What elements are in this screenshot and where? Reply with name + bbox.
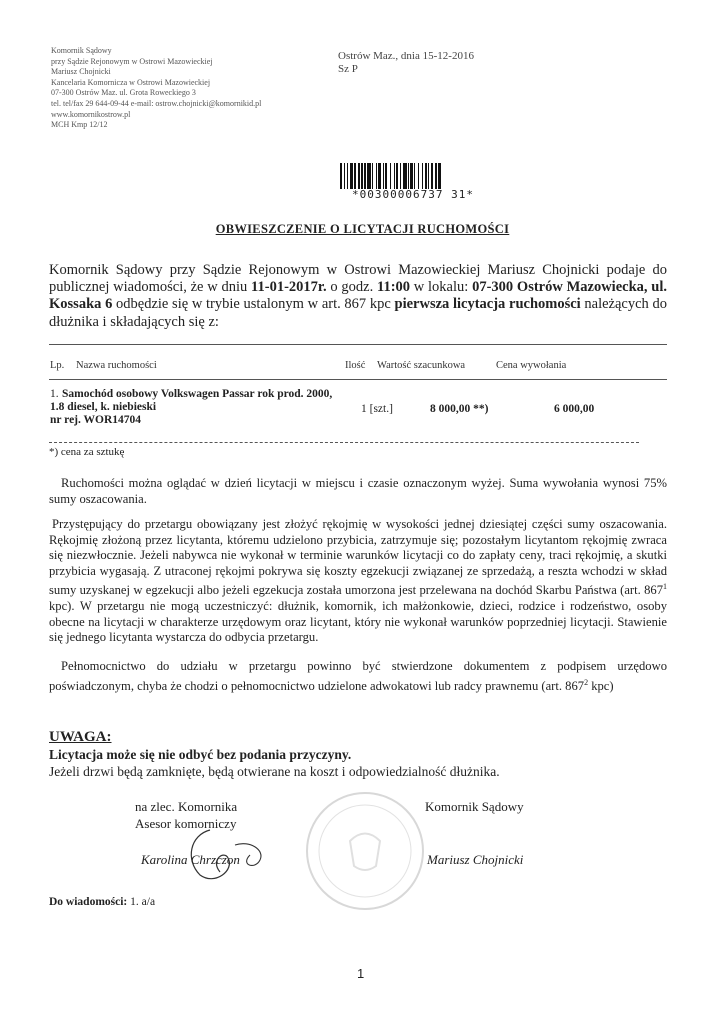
barcode-bar [441,163,442,189]
row-price: 6 000,00 [554,403,595,415]
note-bold-line: Licytacja może się nie odbyć bez podania przyczyny. [49,747,352,762]
deposit-text: kpc). W przetargu nie mogą uczestniczyć: dłużnik, komornik, ich małżonkowie, dzieci, rodzice i rodzeństwo, osoby obecne na licytacji w charakterze urzędowym oraz licytant, który nie wykonał warunków poprzedniej licytacji. Stawienie się jednego licytanta wystarcza do odbycia przetargu. [49,599,667,645]
case-signature: Sz P [338,63,358,75]
sender-line: tel. tel/fax 29 644-09-44 e-mail: ostrow.chojnicki@komornikid.pl [51,98,262,108]
footnote: *) cena za sztukę [49,446,125,458]
deposit-text: Przystępujący do przetargu obowiązany jest złożyć rękojmię w wysokości jednej dziesiątej części sumy oszacowania. Rękojmię złożoną przez licytanta, któremu udzielono przybicia, zatrzymuje się; pozostałym licytantom rękojmię zwraca się niezwłocznie. Jeżeli nabywca nie wykonał w terminie warunków licytacji co do zapłaty ceny, traci rękojmię, a skutki przybicia wygasają. Z utraconej rękojmi pokrywa się koszty egzekucji związanej ze sprzedażą, a reszta wchodzi w skład sumy uzyskanej w egzekucji albo jeżeli egzekucja została umorzona jest przelewana na dochód Skarbu Państwa (art. 867 [49,517,667,598]
col-price: Cena wywołania [496,360,567,371]
row-name-line: 1.8 diesel, k. niebieski [50,401,157,414]
sender-block [51,46,341,131]
sender-line: Mariusz Chojnicki [51,67,111,77]
left-sig-role: na zlec. Komornika [135,799,238,814]
col-name: Nazwa ruchomości [76,360,157,371]
barcode-text: *00300006737 31* [352,188,474,201]
intro-text: o godz. [326,279,377,296]
col-lp: Lp. [50,360,65,371]
intro-text: w lokalu: [410,279,473,296]
table-bottom-rule [49,442,639,443]
sender-line: Kancelaria Komornicza w Ostrowi Mazowieckiej [51,77,211,87]
left-sig-name: Karolina Chrzczon [141,852,240,867]
barcode-bars [340,163,486,189]
viewing-paragraph: Ruchomości można oglądać w dzień licytacji w miejscu i czasie oznaczonym wyżej. Suma wywołania wynosi 75% sumy oszacowania. [49,476,667,506]
document-title: OBWIESZCZENIE O LICYTACJI RUCHOMOŚCI [215,222,510,236]
sender-line: przy Sądzie Rejonowym w Ostrowi Mazowieckiej [51,56,213,66]
auction-date: 11-01-2017r. [251,279,327,296]
sender-line: 07-300 Ostrów Maz. ul. Grota Roweckiego 3 [51,88,196,98]
row-qty: 1 [szt.] [361,403,393,415]
auction-type: pierwsza licytacja ruchomości [394,296,581,313]
article-superscript: 2 [584,677,589,687]
sender-line: MCH Kmp 12/12 [51,120,108,130]
table-header-rule [49,379,667,380]
intro-text: należących do dłużnika i składających się z: [49,296,667,330]
date-block [338,50,538,76]
table-row [50,388,650,428]
row-name-line: Samochód osobowy Volkswagen Passar rok prod. 2000, [62,388,333,400]
auction-place: 07-300 Ostrów Mazowiecka, ul. Kossaka 6 [49,279,668,313]
sender-line: Komornik Sądowy [51,46,112,55]
table-top-rule [49,344,667,345]
left-sig-title: Asesor komorniczy [135,816,237,831]
intro-paragraph [49,262,667,331]
distribution-label: Do wiadomości: [49,896,128,908]
proxy-text: Pełnomocnictwo do udziału w przetargu powinno być stwierdzone dokumentem z podpisem urzędowo poświadczonym, chyba że chodzi o pełnomocnictwo udzielone adwokatowi lub radcy prawnemu (art. 867 [49,659,667,693]
intro-text: odbędzie się w trybie ustalonym w art. 867 kpc [112,296,395,313]
official-stamp [300,786,430,916]
article-superscript: 1 [663,582,667,592]
row-name [50,388,380,428]
distribution-value: 1. a/a [130,896,156,908]
distribution-note [49,896,155,908]
right-sig-name: Mariusz Chojnicki [427,852,524,867]
sender-line: www.komornikostrow.pl [51,109,131,119]
barcode [340,163,486,201]
row-name-line: nr rej. WOR14704 [50,414,142,427]
col-value: Wartość szacunkowa [377,360,466,371]
place-date: Ostrów Maz., dnia 15-12-2016 [338,50,474,62]
col-qty: Ilość [345,360,366,371]
proxy-paragraph [49,659,667,694]
proxy-text: kpc) [588,678,614,693]
intro-text: Komornik Sądowy przy Sądzie Rejonowym w Ostrowi Mazowieckiej Mariusz Chojnicki podaje do publicznej wiadomości, że w dniu [49,262,667,296]
page-number: 1 [357,966,365,981]
row-lp: 1. [50,388,59,400]
auction-time: 11:00 [377,279,411,296]
note-line: Jeżeli drzwi będą zamknięte, będą otwierane na koszt i odpowiedzialność dłużnika. [49,764,500,779]
note-heading: UWAGA: [49,729,112,745]
row-value: 8 000,00 **) [430,403,489,415]
deposit-paragraph [49,517,667,646]
right-sig-title: Komornik Sądowy [425,799,524,814]
